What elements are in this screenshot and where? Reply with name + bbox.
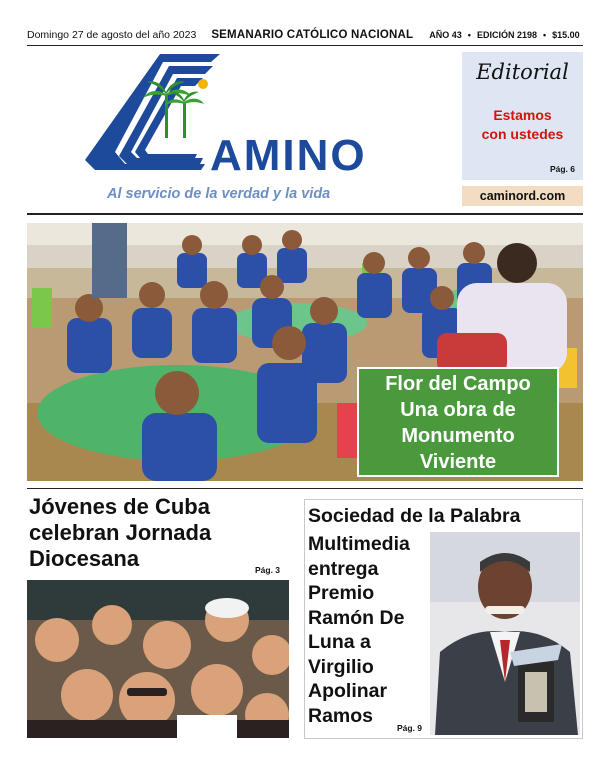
headline-line: Virgilio <box>308 655 374 678</box>
camino-logo <box>85 52 385 182</box>
headline-line: Ramón De <box>308 606 405 629</box>
editorial-page-ref: Pág. 6 <box>549 164 575 174</box>
cuba-story-headline[interactable] <box>29 494 291 572</box>
logo-wordmark: AMINO <box>210 131 367 180</box>
headline-line: Diocesana <box>29 546 140 571</box>
editorial-headline-line: Estamos <box>493 107 552 123</box>
youth-group-photo <box>27 580 289 738</box>
editorial-headline-line: con ustedes <box>481 126 564 142</box>
editorial-label: Editorial <box>476 60 569 84</box>
feature-headline-box[interactable] <box>357 367 559 477</box>
award-story-headline-line: Sociedad de la Palabra <box>308 505 521 527</box>
award-story-headline <box>308 532 426 728</box>
masthead-divider <box>27 213 583 215</box>
headline-line: Apolinar <box>308 680 388 702</box>
separator-dot: • <box>467 30 471 40</box>
headline-line: celebran Jornada <box>29 520 212 545</box>
headline-line: Premio <box>308 582 375 604</box>
headline-line: Jóvenes de Cuba <box>29 494 210 519</box>
publication-type: SEMANARIO CATÓLICO NACIONAL <box>211 29 414 41</box>
editorial-headline <box>462 106 583 144</box>
issue-date: Domingo 27 de agosto del año 2023 <box>27 29 197 41</box>
award-recipient-photo <box>430 532 580 735</box>
headline-line: Luna a <box>308 631 371 653</box>
logo-tagline: Al servicio de la verdad y la vida <box>107 186 331 202</box>
issue-meta <box>429 30 579 40</box>
section-divider <box>27 488 583 489</box>
headline-line: Multimedia <box>308 533 410 555</box>
award-story-page-ref: Pág. 9 <box>397 723 423 733</box>
feature-headline-line: Una obra de <box>400 399 516 421</box>
sun-icon <box>198 79 208 89</box>
website-url[interactable]: caminord.com <box>462 186 583 206</box>
feature-headline-line: Viviente <box>419 451 497 473</box>
headline-line: Ramos <box>308 704 374 727</box>
feature-headline-line: Flor del Campo <box>385 373 531 395</box>
separator-dot: • <box>542 30 547 40</box>
top-divider <box>27 45 583 46</box>
masthead-info-bar <box>27 26 583 44</box>
feature-headline-line: Monumento <box>401 425 515 447</box>
editorial-teaser[interactable] <box>462 52 583 180</box>
issue-year: AÑO 43 <box>429 30 462 40</box>
cuba-story-page-ref: Pág. 3 <box>255 565 281 575</box>
issue-edition: EDICIÓN 2198 <box>476 30 537 40</box>
issue-price: $15.00 <box>552 30 580 40</box>
headline-line: entrega <box>308 557 379 580</box>
